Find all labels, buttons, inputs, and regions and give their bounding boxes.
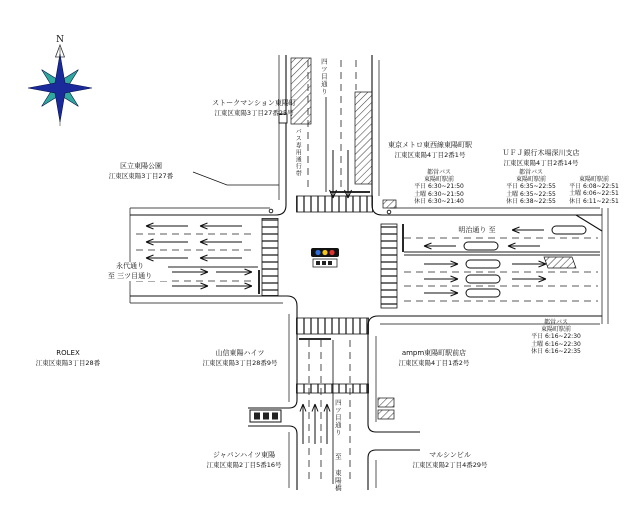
place-address: 江東区東陽3丁目27番25号 [214, 108, 294, 117]
bus-weekday: 平日 6:16~22:30 [531, 333, 581, 341]
label-yotsume-dori-north [320, 57, 327, 97]
place-address: 江東区東陽3丁目27番 [108, 171, 174, 180]
bus-stop-south [504, 319, 608, 355]
compass-rose-icon [28, 35, 92, 126]
bus-stop-name: 東陽町駅前 [515, 176, 546, 184]
compass-north-label: N [56, 35, 64, 45]
bus-stop-name: 東陽町駅前 [423, 176, 454, 184]
place-name: 山信東陽ハイツ [215, 349, 265, 357]
road-name: 四ツ目通り [333, 399, 342, 437]
place-name: ＵＦＪ銀行木場深川支店 [502, 149, 580, 157]
label-toyo-park [80, 162, 202, 181]
road-destination: 明治通り 至 [458, 226, 496, 234]
bus-holiday: 休日 6:30~21:40 [414, 197, 464, 205]
place-name: ジャパンハイツ東陽 [212, 451, 276, 459]
bus-stop-north-c [552, 176, 636, 205]
road-name: 永代通り [116, 262, 144, 270]
label-ufj-bank [482, 149, 600, 168]
road-destination: 至 東陽橋 [333, 453, 342, 492]
label-japan-heights [168, 451, 320, 470]
bus-lane-text: バス専用通行帯 [294, 128, 302, 177]
bus-holiday: 休日 6:38~22:55 [506, 197, 556, 205]
bus-operator: 都営バス [543, 319, 568, 326]
bus-stop-name: 東陽町駅前 [578, 176, 609, 183]
place-name: マルシンビル [429, 451, 471, 459]
place-address: 江東区東陽4丁目1番2号 [398, 358, 470, 367]
bus-weekday: 平日 6:08~22:51 [569, 183, 619, 191]
place-name: 東京メトロ東西線東陽町駅 [388, 141, 472, 149]
label-eitai-dori [92, 262, 168, 281]
place-address: 江東区東陽3丁目28番9号 [202, 358, 278, 367]
bus-saturday: 土曜 6:06~22:51 [569, 190, 619, 198]
place-name: ストークマンション東陽町 [212, 99, 296, 107]
signal-blue-lamp [315, 250, 320, 255]
place-name: ampm東陽町駅前店 [401, 349, 467, 357]
place-address: 江東区東陽4丁目2番14号 [503, 158, 579, 167]
bus-holiday: 休日 6:16~22:35 [531, 347, 581, 355]
bus-weekday: 平日 6:30~21:50 [414, 183, 464, 191]
label-stork-mansion [188, 99, 320, 118]
signal-yellow-lamp [322, 250, 327, 255]
place-address: 江東区東陽3丁目28番 [35, 358, 101, 367]
bus-operator: 都営バス [426, 169, 451, 176]
label-toyobashi-destination [334, 452, 341, 493]
place-address: 江東区東陽2丁目4番29号 [412, 460, 488, 469]
road-destination: 至 三ツ目通り [107, 271, 153, 280]
bus-stop-north-a [394, 169, 484, 205]
label-bus-lane [294, 127, 300, 178]
road-name: 四ツ目通り [319, 58, 328, 96]
bus-operator: 都営バス [518, 169, 543, 176]
bus-saturday: 土曜 6:35~22:55 [506, 190, 556, 198]
label-ampm-store [372, 349, 496, 368]
label-rolex [8, 349, 128, 368]
label-metro-station [372, 141, 488, 160]
bus-weekday: 平日 6:35~22:55 [506, 183, 556, 191]
traffic-signal-icon [311, 248, 339, 267]
label-marushin-building [384, 451, 516, 470]
bus-holiday: 休日 6:11~22:51 [569, 197, 619, 205]
label-east-destination [442, 226, 512, 236]
bus-saturday: 土曜 6:16~22:30 [531, 340, 581, 348]
label-yamashin-heights [178, 349, 302, 368]
place-name: ROLEX [56, 349, 80, 357]
compass-main-star [28, 54, 92, 122]
place-address: 江東区東陽4丁目2番1号 [394, 150, 466, 159]
bus-stop-name: 東陽町駅前 [540, 326, 571, 334]
roadside-sign [250, 410, 281, 422]
place-address: 江東区東陽2丁目5番16号 [206, 460, 282, 469]
signal-red-lamp [329, 250, 334, 255]
place-name: 区立東陽公園 [120, 162, 162, 170]
bus-saturday: 土曜 6:30~21:50 [414, 190, 464, 198]
label-yotsume-dori-south [334, 398, 341, 438]
